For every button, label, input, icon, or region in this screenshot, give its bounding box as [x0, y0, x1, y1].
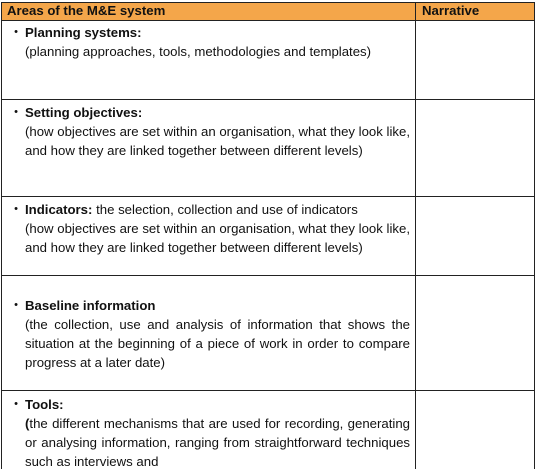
row-description [25, 414, 410, 471]
table-border-right [534, 2, 535, 469]
table-border-top [1, 2, 535, 3]
row-description: (how objectives are set within an organisation, what they look like, and how they are linked together between different levels) [25, 124, 410, 158]
header-narrative: Narrative [416, 2, 535, 20]
desc-text: the different mechanisms that are used for recording, generating or analysing information, ranging from straightforward techniques such as interviews and [25, 416, 410, 469]
row-title: Baseline information [25, 298, 156, 313]
table-border-left [1, 2, 2, 469]
me-system-table [1, 2, 535, 469]
row-text: the selection, collection and use of indicators [92, 202, 358, 217]
row-tools [25, 395, 410, 471]
header-areas: Areas of the M&E system [1, 2, 415, 20]
bullet-icon: • [14, 398, 18, 410]
row-title: Indicators: [25, 202, 93, 217]
bullet-icon: • [14, 203, 18, 215]
row-title: Planning systems: [25, 25, 142, 40]
desc-bold-prefix: ( [25, 416, 30, 431]
row-description: (how objectives are set within an organisation, what they look like, and how they are linked together between different levels) [25, 221, 410, 255]
row-title: Tools: [25, 397, 64, 412]
row-setting-objectives [25, 103, 410, 160]
row-planning-systems [25, 23, 410, 61]
header-divider [1, 20, 535, 21]
bullet-icon: • [14, 106, 18, 118]
row-description: (the collection, use and analysis of information that shows the situation at the beginning of a piece of work in order to compare progress at a later date) [25, 317, 410, 370]
row-divider [1, 196, 535, 197]
column-divider [415, 2, 416, 469]
row-indicators [25, 200, 410, 257]
row-title: Setting objectives: [25, 105, 143, 120]
bullet-icon: • [14, 26, 18, 38]
row-divider [1, 99, 535, 100]
bullet-icon: • [14, 299, 18, 311]
row-divider [1, 390, 535, 391]
row-baseline-information [25, 296, 410, 372]
row-description: (planning approaches, tools, methodologies and templates) [25, 44, 372, 59]
row-divider [1, 275, 535, 276]
